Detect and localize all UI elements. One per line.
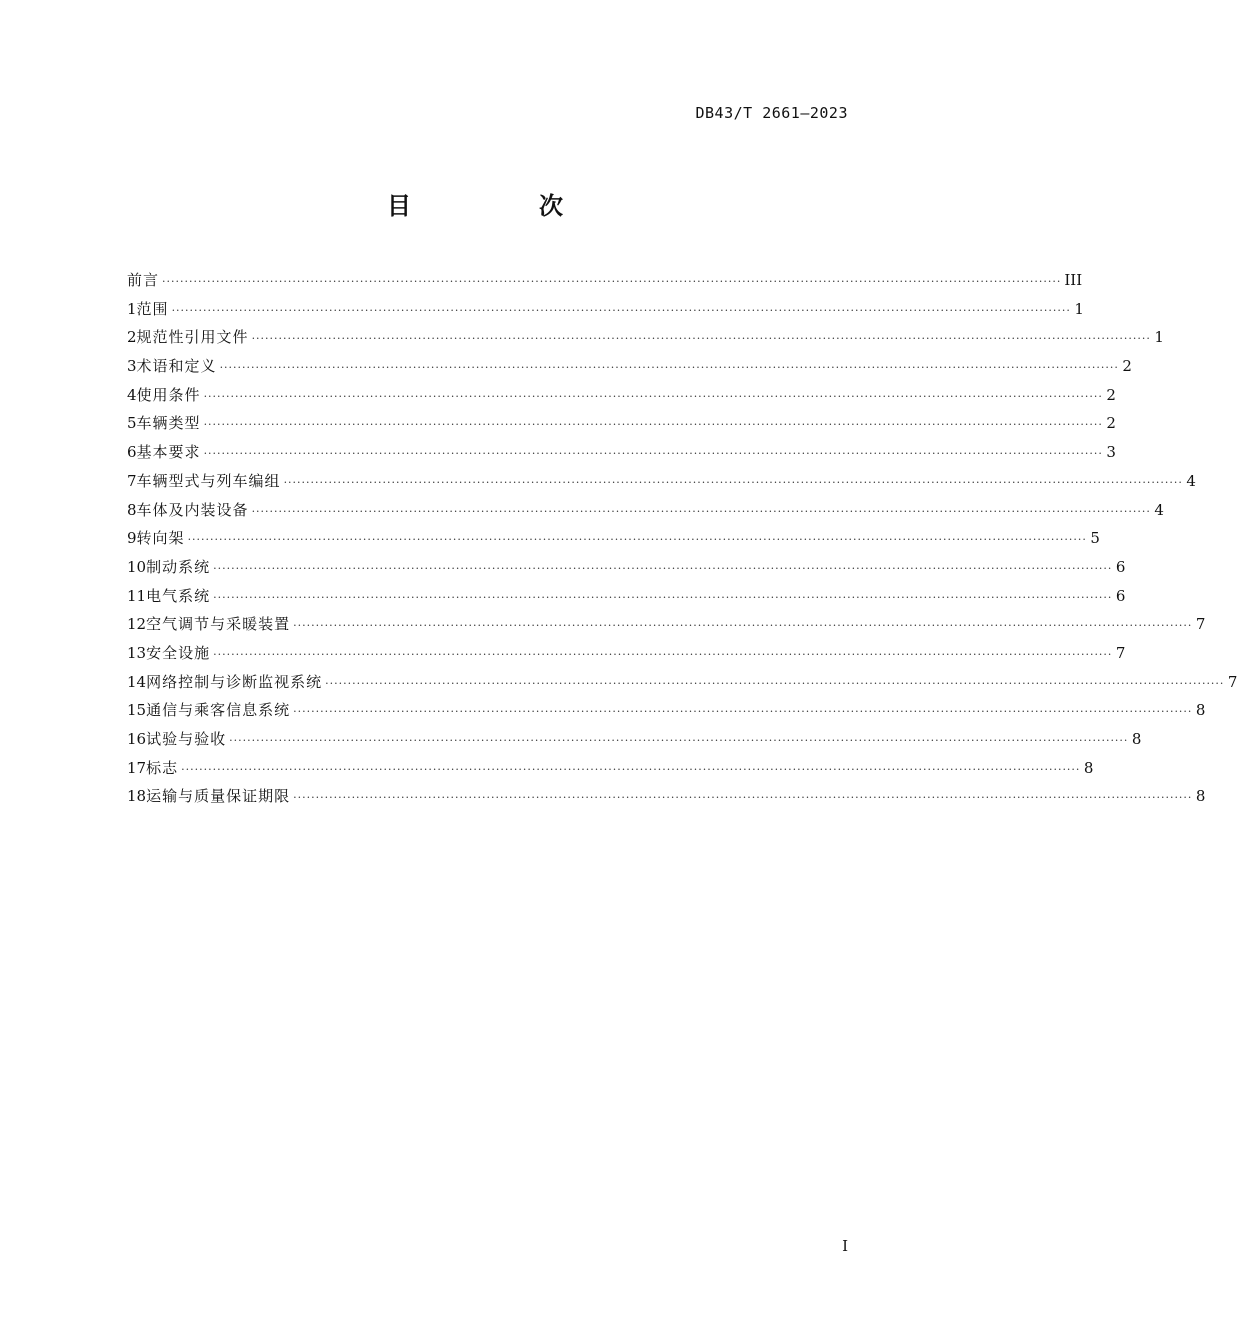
toc-entry-label: 转向架	[136, 529, 185, 548]
toc-dot-leader: ········································································································································································································	[162, 275, 1062, 288]
toc-dot-leader: ········································································································································································································	[213, 647, 1113, 661]
toc-entry[interactable]	[127, 323, 1164, 352]
toc-entry-page: 7	[1195, 615, 1206, 634]
table-of-contents	[127, 266, 1237, 811]
toc-entry-page: 5	[1090, 529, 1100, 548]
toc-entry-number: 8	[127, 500, 137, 519]
toc-entry-page: 8	[1195, 787, 1206, 806]
toc-dot-leader: ········································································································································································································	[283, 475, 1183, 489]
toc-entry-number: 4	[127, 385, 137, 404]
toc-entry-number: 12	[127, 615, 147, 634]
toc-entry-label: 网络控制与诊断监视系统	[146, 672, 323, 691]
toc-entry-number: 13	[127, 643, 147, 662]
toc-entry[interactable]	[127, 725, 1142, 754]
toc-entry-label: 电气系统	[146, 586, 211, 605]
toc-entry[interactable]	[127, 352, 1132, 381]
toc-entry-page: 2	[1122, 357, 1132, 376]
toc-entry-page: 1	[1074, 299, 1084, 318]
standard-code: DB43/T 2661—2023	[695, 104, 848, 122]
toc-dot-leader: ········································································································································································································	[203, 447, 1103, 461]
toc-entry-number: 6	[127, 443, 137, 462]
toc-entry[interactable]	[127, 782, 1206, 811]
toc-dot-leader: ········································································································································································································	[293, 791, 1193, 805]
page-number: I	[842, 1237, 848, 1255]
toc-dot-leader: ········································································································································································································	[187, 533, 1087, 547]
toc-dot-leader: ········································································································································································································	[219, 361, 1119, 375]
toc-entry-label: 前言	[127, 271, 160, 289]
toc-entry-page: 6	[1115, 586, 1126, 605]
toc-entry-number: 16	[127, 730, 147, 748]
toc-entry-label: 范围	[136, 299, 169, 318]
toc-entry-page: 2	[1106, 385, 1116, 404]
toc-entry-number: 15	[127, 701, 147, 720]
toc-entry-page: 1	[1154, 328, 1164, 347]
toc-dot-leader: ········································································································································································································	[181, 762, 1081, 776]
toc-entry-label: 空气调节与采暖装置	[146, 615, 291, 634]
toc-dot-leader: ········································································································································································································	[251, 504, 1151, 518]
toc-dot-leader: ········································································································································································································	[213, 561, 1113, 575]
toc-entry-number: 10	[127, 557, 147, 576]
toc-entry-label: 基本要求	[136, 443, 201, 462]
toc-entry-number: 7	[127, 471, 137, 490]
toc-entry-number: 2	[127, 328, 137, 347]
toc-entry[interactable]	[127, 754, 1094, 783]
toc-entry[interactable]	[127, 639, 1126, 668]
toc-entry-page: 8	[1195, 701, 1206, 720]
toc-entry-number: 18	[127, 787, 147, 806]
toc-entry-number: 14	[127, 672, 147, 691]
toc-entry[interactable]	[127, 467, 1196, 496]
toc-entry-page: 2	[1106, 414, 1116, 433]
toc-entry[interactable]	[127, 496, 1164, 525]
toc-entry[interactable]	[127, 696, 1206, 725]
toc-entry[interactable]	[127, 553, 1126, 582]
toc-entry-page: 8	[1083, 758, 1094, 777]
toc-entry-label: 试验与验收	[146, 730, 227, 748]
toc-entry-page: 7	[1115, 643, 1126, 662]
toc-dot-leader: ········································································································································································································	[293, 619, 1193, 633]
toc-dot-leader: ········································································································································································································	[171, 303, 1071, 317]
toc-entry-label: 车辆型式与列车编组	[136, 471, 281, 490]
toc-entry[interactable]	[127, 381, 1116, 410]
toc-entry-label: 制动系统	[146, 557, 211, 576]
toc-entry-label: 使用条件	[136, 385, 201, 404]
toc-entry-label: 车辆类型	[136, 414, 201, 433]
toc-entry-number: 1	[127, 299, 137, 318]
toc-entry[interactable]	[127, 438, 1116, 467]
toc-entry-label: 术语和定义	[136, 357, 217, 376]
toc-dot-leader: ········································································································································································································	[203, 418, 1103, 432]
toc-entry-page: III	[1064, 271, 1083, 289]
toc-entry-number: 11	[127, 586, 147, 605]
toc-dot-leader: ········································································································································································································	[325, 676, 1225, 690]
toc-dot-leader: ········································································································································································································	[229, 734, 1129, 747]
toc-entry[interactable]	[127, 582, 1126, 611]
toc-entry-label: 安全设施	[146, 643, 211, 662]
toc-entry-page: 8	[1131, 730, 1142, 748]
toc-entry-label: 运输与质量保证期限	[146, 787, 291, 806]
toc-dot-leader: ········································································································································································································	[251, 332, 1151, 346]
toc-entry-page: 4	[1186, 471, 1196, 490]
toc-entry-number: 5	[127, 414, 137, 433]
toc-entry-number: 3	[127, 357, 137, 376]
toc-entry[interactable]	[127, 295, 1084, 324]
toc-entry[interactable]	[127, 266, 1083, 295]
toc-entry-label: 规范性引用文件	[136, 328, 249, 347]
toc-entry[interactable]	[127, 610, 1206, 639]
toc-dot-leader: ········································································································································································································	[213, 590, 1113, 604]
toc-entry-page: 7	[1227, 672, 1237, 691]
toc-dot-leader: ········································································································································································································	[203, 389, 1103, 403]
toc-entry[interactable]	[127, 409, 1116, 438]
toc-entry-label: 标志	[146, 758, 179, 777]
toc-entry-label: 车体及内装设备	[136, 500, 249, 519]
toc-dot-leader: ········································································································································································································	[293, 705, 1193, 719]
page-title: 目 次	[387, 192, 615, 220]
toc-entry-number: 17	[127, 758, 147, 777]
toc-entry[interactable]	[127, 524, 1100, 553]
toc-entry-label: 通信与乘客信息系统	[146, 701, 291, 720]
toc-entry-page: 4	[1154, 500, 1164, 519]
toc-entry-page: 6	[1115, 557, 1126, 576]
toc-entry[interactable]	[127, 668, 1237, 697]
toc-entry-page: 3	[1106, 443, 1116, 462]
toc-entry-number: 9	[127, 529, 137, 548]
